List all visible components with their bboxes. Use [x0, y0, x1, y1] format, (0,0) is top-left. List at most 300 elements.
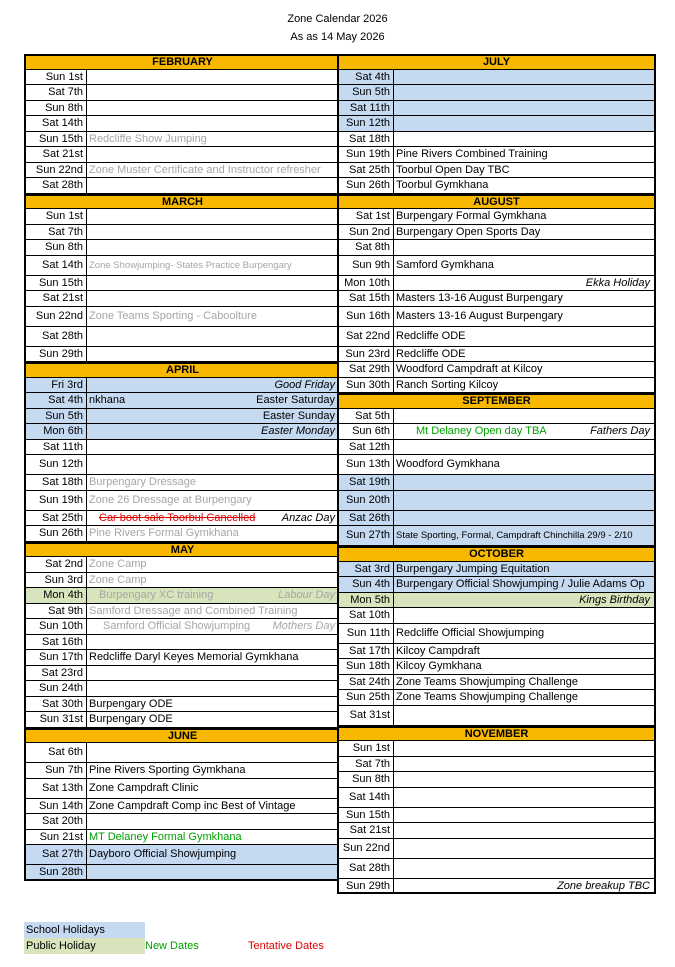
event-cell [87, 475, 339, 490]
event-text: Mt Delaney Open day TBA [416, 425, 547, 437]
date-cell: Sat 21st [26, 291, 87, 306]
calendar-row [26, 635, 339, 651]
calendar-row [26, 526, 339, 542]
month-header-label: JULY [482, 56, 511, 69]
calendar-row [26, 573, 339, 589]
calendar-row [26, 799, 339, 815]
event-text: Dayboro Official Showjumping [89, 848, 237, 860]
date-cell: Sun 19th [339, 147, 394, 162]
month-header [339, 393, 654, 409]
event-cell [394, 788, 654, 807]
holiday-note: Labour Day [278, 589, 335, 601]
event-text: Car boot sale Toorbul Cancelled [99, 511, 256, 524]
date-cell: Mon 10th [339, 276, 394, 291]
event-cell [394, 823, 654, 838]
calendar-row [26, 491, 339, 511]
event-cell [87, 712, 339, 727]
event-text: Zone Campdraft Comp inc Best of Vintage [89, 799, 296, 812]
event-cell [87, 743, 339, 762]
calendar-row [339, 562, 654, 578]
calendar-row [339, 526, 654, 546]
event-text: Toorbul Open Day TBC [396, 163, 510, 176]
event-cell [394, 624, 654, 643]
date-cell: Sat 7th [26, 85, 87, 100]
event-cell [87, 455, 339, 474]
date-cell: Sun 5th [339, 85, 394, 100]
date-cell: Sun 4th [339, 577, 394, 592]
event-text: Masters 13-16 August Burpengary [396, 292, 563, 304]
event-cell [87, 619, 339, 634]
calendar-row [26, 763, 339, 779]
event-cell [394, 327, 654, 346]
date-cell: Sat 28th [26, 178, 87, 193]
date-cell: Sat 4th [26, 393, 87, 408]
event-text: Zone Muster Certificate and Instructor refresher [89, 163, 321, 176]
date-cell: Sat 28th [339, 859, 394, 878]
event-text: Samford Dressage and Combined Training [89, 604, 298, 617]
date-cell: Sun 22nd [339, 839, 394, 858]
month-header-label: MARCH [162, 195, 203, 208]
calendar-row [339, 132, 654, 148]
calendar-row [339, 240, 654, 256]
event-cell [394, 378, 654, 393]
event-text: Burpengary Jumping Equitation [396, 562, 550, 575]
event-cell [394, 526, 654, 545]
calendar-row [26, 147, 339, 163]
date-cell: Mon 5th [339, 593, 394, 608]
calendar-row [339, 362, 654, 378]
date-cell: Sun 15th [26, 276, 87, 291]
event-cell [394, 511, 654, 526]
event-cell [394, 240, 654, 255]
event-cell [394, 659, 654, 674]
event-cell [394, 178, 654, 193]
month-header [339, 194, 654, 210]
date-cell: Sun 31st [26, 712, 87, 727]
calendar-row [26, 291, 339, 307]
calendar-row [26, 650, 339, 666]
date-cell: Sun 28th [26, 865, 87, 879]
calendar-row [26, 830, 339, 846]
event-text: Redcliffe Daryl Keyes Memorial Gymkhana [89, 651, 299, 663]
event-cell [87, 347, 339, 362]
month-header [26, 728, 339, 744]
event-cell [87, 799, 339, 814]
event-cell [87, 393, 339, 408]
calendar-row [26, 307, 339, 327]
calendar-row [339, 163, 654, 179]
date-cell: Sat 3rd [339, 562, 394, 577]
date-cell: Sun 1st [26, 209, 87, 224]
date-cell: Sat 26th [339, 511, 394, 526]
calendar-row [26, 666, 339, 682]
event-cell [87, 440, 339, 455]
date-cell: Sat 28th [26, 327, 87, 346]
date-cell: Sat 31st [339, 706, 394, 725]
month-header-label: NOVEMBER [464, 727, 529, 740]
legend-tentative-dates: Tentative Dates [248, 940, 324, 952]
calendar-row [26, 347, 339, 363]
event-text: Burpengary Dressage [89, 476, 197, 488]
calendar-row [339, 788, 654, 808]
legend-new-dates: New Dates [145, 940, 199, 952]
month-header-label: OCTOBER [469, 548, 524, 561]
event-text: Woodford Gymkhana [396, 458, 500, 470]
month-header-label: SEPTEMBER [462, 395, 531, 408]
date-cell: Sun 1st [26, 70, 87, 85]
date-cell: Sat 9th [26, 604, 87, 619]
event-cell [87, 291, 339, 306]
event-cell [394, 101, 654, 116]
date-cell: Sun 12th [339, 116, 394, 131]
calendar-row [26, 619, 339, 635]
month-header-label: APRIL [166, 364, 199, 377]
date-cell: Sat 16th [26, 635, 87, 650]
date-cell: Sun 18th [339, 659, 394, 674]
event-text: Masters 13-16 August Burpengary [396, 309, 563, 322]
event-cell [394, 276, 654, 291]
calendar-row [26, 712, 339, 728]
legend [24, 922, 334, 954]
event-cell [87, 276, 339, 291]
date-cell: Sun 12th [26, 455, 87, 474]
event-text: Kilcoy Gymkhana [396, 660, 482, 672]
holiday-note: Easter Monday [261, 425, 335, 437]
date-cell: Sun 26th [339, 178, 394, 193]
event-cell [394, 347, 654, 362]
event-text: Burpengary Official Showjumping / Julie Adams Op [396, 578, 645, 590]
event-cell [87, 116, 339, 131]
date-cell: Sat 2nd [26, 557, 87, 572]
date-cell: Sun 1st [339, 741, 394, 756]
holiday-note: Easter Saturday [256, 394, 335, 406]
calendar-row [339, 757, 654, 773]
calendar-row [26, 845, 339, 865]
calendar-row [339, 608, 654, 624]
event-text: Burpengary Formal Gymkhana [396, 210, 547, 222]
event-cell [87, 763, 339, 778]
date-cell: Sun 8th [26, 101, 87, 116]
event-text: Pine Rivers Combined Training [396, 148, 548, 160]
month-header-label: MAY [170, 543, 195, 556]
date-cell: Sun 15th [26, 132, 87, 147]
date-cell: Sun 21st [26, 830, 87, 845]
date-cell: Sat 22nd [339, 327, 394, 346]
date-cell: Sun 10th [26, 619, 87, 634]
event-cell [87, 779, 339, 798]
event-cell [87, 681, 339, 696]
date-cell: Sun 7th [26, 763, 87, 778]
holiday-note: Mothers Day [272, 620, 335, 632]
event-text: Zone 26 Dressage at Burpengary [89, 493, 252, 506]
holiday-note: Easter Sunday [262, 409, 335, 422]
date-cell: Sat 17th [339, 644, 394, 659]
date-cell: Sun 22nd [26, 163, 87, 178]
event-text: Toorbul Gymkhana [396, 179, 489, 191]
calendar-row [26, 409, 339, 425]
event-cell [394, 225, 654, 240]
date-cell: Sat 30th [26, 697, 87, 712]
event-cell [87, 650, 339, 665]
date-cell: Sat 19th [339, 475, 394, 490]
event-cell [394, 209, 654, 224]
date-cell: Mon 6th [26, 424, 87, 439]
holiday-note: Ekka Holiday [585, 276, 650, 289]
calendar-row [26, 557, 339, 573]
event-cell [394, 675, 654, 690]
event-text: Kilcoy Campdraft [396, 644, 480, 657]
event-text: Samford Official Showjumping [103, 620, 251, 632]
calendar-row [26, 256, 339, 276]
event-text: Ranch Sorting Kilcoy [396, 378, 499, 391]
calendar-row [26, 70, 339, 86]
date-cell: Sun 5th [26, 409, 87, 424]
event-cell [394, 644, 654, 659]
calendar-row [339, 70, 654, 86]
date-cell: Sun 8th [26, 240, 87, 255]
calendar-row [339, 409, 654, 425]
event-cell [87, 163, 339, 178]
event-cell [87, 814, 339, 829]
date-cell: Sat 14th [26, 116, 87, 131]
event-cell [87, 240, 339, 255]
event-text: MT Delaney Formal Gymkhana [89, 830, 242, 843]
calendar-row [339, 659, 654, 675]
calendar-row [26, 178, 339, 194]
event-cell [394, 706, 654, 725]
event-cell [394, 116, 654, 131]
holiday-note: Kings Birthday [579, 593, 650, 606]
event-text: Zone Showjumping- States Practice Burpengary [89, 259, 292, 271]
calendar-row [339, 491, 654, 511]
calendar-row [26, 327, 339, 347]
legend-public-holiday: Public Holiday [24, 938, 145, 954]
calendar-row [339, 879, 654, 895]
calendar-row [339, 675, 654, 691]
right-calendar-column [337, 54, 656, 894]
calendar-row [339, 116, 654, 132]
date-cell: Sat 21st [339, 823, 394, 838]
date-cell: Sun 29th [339, 879, 394, 893]
calendar-row [339, 327, 654, 347]
calendar-row [26, 440, 339, 456]
event-cell [394, 741, 654, 756]
event-cell [87, 526, 339, 541]
legend-school-holidays: School Holidays [24, 922, 145, 938]
calendar-row [339, 178, 654, 194]
date-cell: Sat 7th [26, 225, 87, 240]
event-text: Redcliffe Official Showjumping [396, 626, 545, 639]
month-header [339, 54, 654, 70]
calendar-row [26, 455, 339, 475]
date-cell: Sun 26th [26, 526, 87, 541]
date-cell: Sun 6th [339, 424, 394, 439]
event-cell [394, 593, 654, 608]
calendar-row [339, 859, 654, 879]
calendar-row [26, 240, 339, 256]
event-cell [394, 307, 654, 326]
date-cell: Sun 22nd [26, 307, 87, 326]
date-cell: Sun 14th [26, 799, 87, 814]
calendar-row [339, 577, 654, 593]
calendar-row [26, 85, 339, 101]
date-cell: Sun 27th [339, 526, 394, 545]
event-cell [87, 865, 339, 879]
event-cell [394, 455, 654, 474]
month-header [26, 54, 339, 70]
event-cell [87, 378, 339, 393]
event-cell [394, 291, 654, 306]
date-cell: Sat 24th [339, 675, 394, 690]
month-header [26, 194, 339, 210]
date-cell: Sat 13th [26, 779, 87, 798]
calendar-row [26, 116, 339, 132]
calendar-row [26, 779, 339, 799]
event-cell [87, 830, 339, 845]
event-cell [394, 475, 654, 490]
calendar-row [26, 865, 339, 881]
calendar-row [26, 163, 339, 179]
date-cell: Sat 25th [26, 511, 87, 526]
calendar-row [26, 475, 339, 491]
event-cell [87, 209, 339, 224]
date-cell: Sat 15th [339, 291, 394, 306]
event-text: Zone Teams Showjumping Challenge [396, 691, 579, 703]
date-cell: Sat 12th [339, 440, 394, 455]
event-cell [394, 879, 654, 893]
date-cell: Sat 7th [339, 757, 394, 772]
calendar-row [339, 256, 654, 276]
date-cell: Sat 20th [26, 814, 87, 829]
calendar-row [26, 511, 339, 527]
event-text: Redcliffe Show Jumping [89, 132, 207, 145]
date-cell: Sat 11th [26, 440, 87, 455]
holiday-note: Good Friday [274, 378, 335, 391]
calendar-row [339, 772, 654, 788]
event-text: Burpengary ODE [89, 713, 173, 725]
event-text: Zone Teams Showjumping Challenge [396, 675, 579, 688]
event-cell [394, 757, 654, 772]
date-cell: Sun 2nd [339, 225, 394, 240]
event-cell [87, 132, 339, 147]
calendar-row [339, 307, 654, 327]
event-text: Zone Teams Sporting - Caboolture [89, 309, 257, 322]
holiday-note: Anzac Day [281, 511, 335, 524]
calendar-row [26, 101, 339, 117]
calendar-row [339, 511, 654, 527]
date-cell: Sun 11th [339, 624, 394, 643]
event-cell [87, 697, 339, 712]
date-cell: Sat 1st [339, 209, 394, 224]
calendar-row [26, 424, 339, 440]
event-text: Woodford Campdraft at Kilcoy [396, 363, 543, 375]
date-cell: Sat 11th [339, 101, 394, 116]
calendar-row [339, 644, 654, 660]
date-cell: Sat 6th [26, 743, 87, 762]
event-cell [87, 85, 339, 100]
month-header [26, 542, 339, 558]
date-cell: Sat 18th [339, 132, 394, 147]
event-cell [394, 577, 654, 592]
calendar-row [339, 475, 654, 491]
calendar-row [339, 440, 654, 456]
date-cell: Sat 5th [339, 409, 394, 424]
calendar-row [339, 839, 654, 859]
calendar-row [26, 743, 339, 763]
date-cell: Sun 29th [26, 347, 87, 362]
event-text: Redcliffe ODE [396, 329, 466, 342]
event-text: Zone Camp [89, 573, 147, 586]
event-cell [87, 307, 339, 326]
calendar-row [26, 681, 339, 697]
calendar-row [26, 393, 339, 409]
event-cell [394, 690, 654, 705]
event-cell [87, 635, 339, 650]
calendar-row [339, 741, 654, 757]
calendar-row [339, 347, 654, 363]
event-cell [394, 491, 654, 510]
date-cell: Sat 25th [339, 163, 394, 178]
date-cell: Sat 14th [26, 256, 87, 275]
date-cell: Sat 27th [26, 845, 87, 864]
date-cell: Sat 4th [339, 70, 394, 85]
event-cell [87, 147, 339, 162]
event-cell [394, 808, 654, 823]
event-text: Redcliffe ODE [396, 347, 466, 360]
month-header [339, 546, 654, 562]
date-cell: Sun 24th [26, 681, 87, 696]
date-cell: Sun 23rd [339, 347, 394, 362]
event-cell [87, 101, 339, 116]
month-header-label: FEBRUARY [152, 56, 213, 69]
event-cell [87, 178, 339, 193]
event-text: Pine Rivers Formal Gymkhana [89, 527, 239, 539]
calendar-row [339, 706, 654, 726]
holiday-note: Fathers Day [590, 425, 650, 437]
month-header-label: AUGUST [473, 195, 520, 208]
calendar-row [339, 424, 654, 440]
calendar-row [26, 697, 339, 713]
event-cell [87, 588, 339, 603]
date-cell: Sun 16th [339, 307, 394, 326]
event-cell [394, 839, 654, 858]
event-cell [394, 132, 654, 147]
date-cell: Sat 29th [339, 362, 394, 377]
date-cell: Sun 3rd [26, 573, 87, 588]
event-cell [87, 491, 339, 510]
event-cell [87, 604, 339, 619]
calendar-row [339, 808, 654, 824]
event-cell [394, 859, 654, 878]
calendar-row [339, 455, 654, 475]
event-cell [394, 147, 654, 162]
event-cell [87, 511, 339, 526]
date-cell: Sat 10th [339, 608, 394, 623]
calendar-row [339, 378, 654, 394]
event-cell [394, 70, 654, 85]
calendar-row [339, 823, 654, 839]
event-cell [87, 225, 339, 240]
calendar-row [339, 225, 654, 241]
event-cell [87, 666, 339, 681]
event-text: State Sporting, Formal, Campdraft Chinchilla 29/9 - 2/10 [396, 530, 633, 541]
calendar-row [339, 690, 654, 706]
month-header [26, 362, 339, 378]
calendar-row [339, 85, 654, 101]
date-cell: Sat 18th [26, 475, 87, 490]
calendar-row [26, 276, 339, 292]
event-text: Burpengary ODE [89, 697, 173, 710]
